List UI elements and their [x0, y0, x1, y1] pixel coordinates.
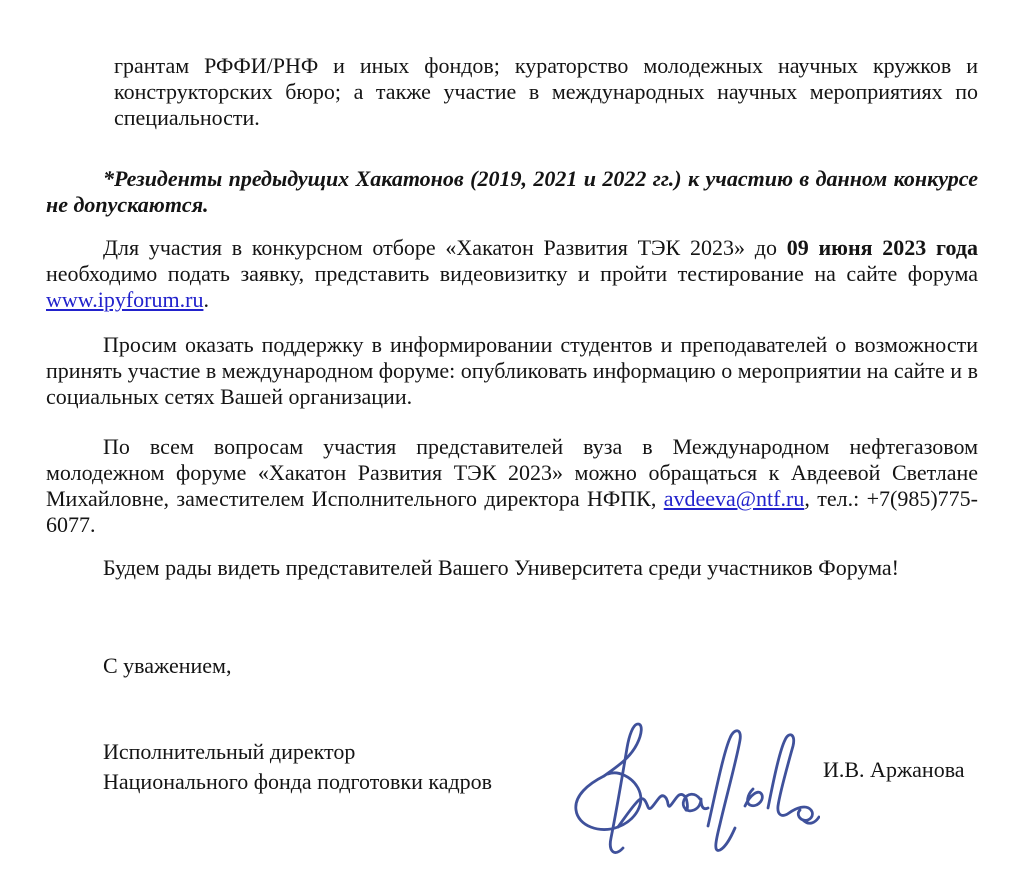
note-residents-restriction: [46, 166, 978, 218]
handwritten-signature-icon: [560, 700, 820, 865]
paragraph-support-request: [46, 332, 978, 410]
note-text: *Резиденты предыдущих Хакатонов (2019, 2021 и 2022 гг.) к участию в данном конкурсе не допускаются.: [46, 166, 978, 217]
deadline-date: 09 июня 2023 года: [786, 235, 978, 260]
paragraph-text: грантам РФФИ/РНФ и иных фондов; кураторство молодежных научных кружков и конструкторских бюро; а также участие в международных научных мероприятиях по специальности.: [114, 53, 978, 130]
contact-email-link[interactable]: avdeeva@ntf.ru: [663, 486, 805, 511]
contact-text-start: По всем вопросам участия представителей вуза в Международном нефтегазовом молодежном форуме «Хакатон Развития ТЭК 2023» можно обращаться к Авдеевой Светлане Михайловне, заместителем Исполнительного директора НФПК,: [46, 434, 978, 511]
paragraph-grants-continuation: [114, 53, 978, 131]
paragraph-application: [46, 235, 978, 313]
paragraph-contact-info: [46, 434, 978, 538]
paragraph-text: Просим оказать поддержку в информировании студентов и преподавателей о возможности принять участие в международном форуме: опубликовать информацию о мероприятии на сайте и в социальных сетях Вашей организации.: [46, 332, 978, 409]
signatory-title-line2: Национального фонда подготовки кадров: [103, 769, 493, 794]
paragraph-text: Будем рады видеть представителей Вашего Университета среди участников Форума!: [103, 555, 899, 580]
signatory-title-line1: Исполнительный директор: [103, 739, 356, 764]
application-text-start: Для участия в конкурсном отборе «Хакатон Развития ТЭК 2023» до: [103, 235, 787, 260]
application-text-middle: необходимо подать заявку, представить видеовизитку и пройти тестирование на сайте форума: [46, 261, 978, 286]
signature-block: [46, 733, 978, 872]
signatory-name: И.В. Аржанова: [823, 757, 965, 782]
regards-text: С уважением,: [103, 653, 232, 678]
regards-line: [46, 653, 978, 679]
contact-text-end: , тел.: +7(985)775-6077.: [46, 486, 978, 537]
paragraph-closing: [46, 555, 978, 581]
forum-site-link[interactable]: www.ipyforum.ru: [46, 287, 204, 312]
application-text-end: .: [203, 287, 209, 312]
